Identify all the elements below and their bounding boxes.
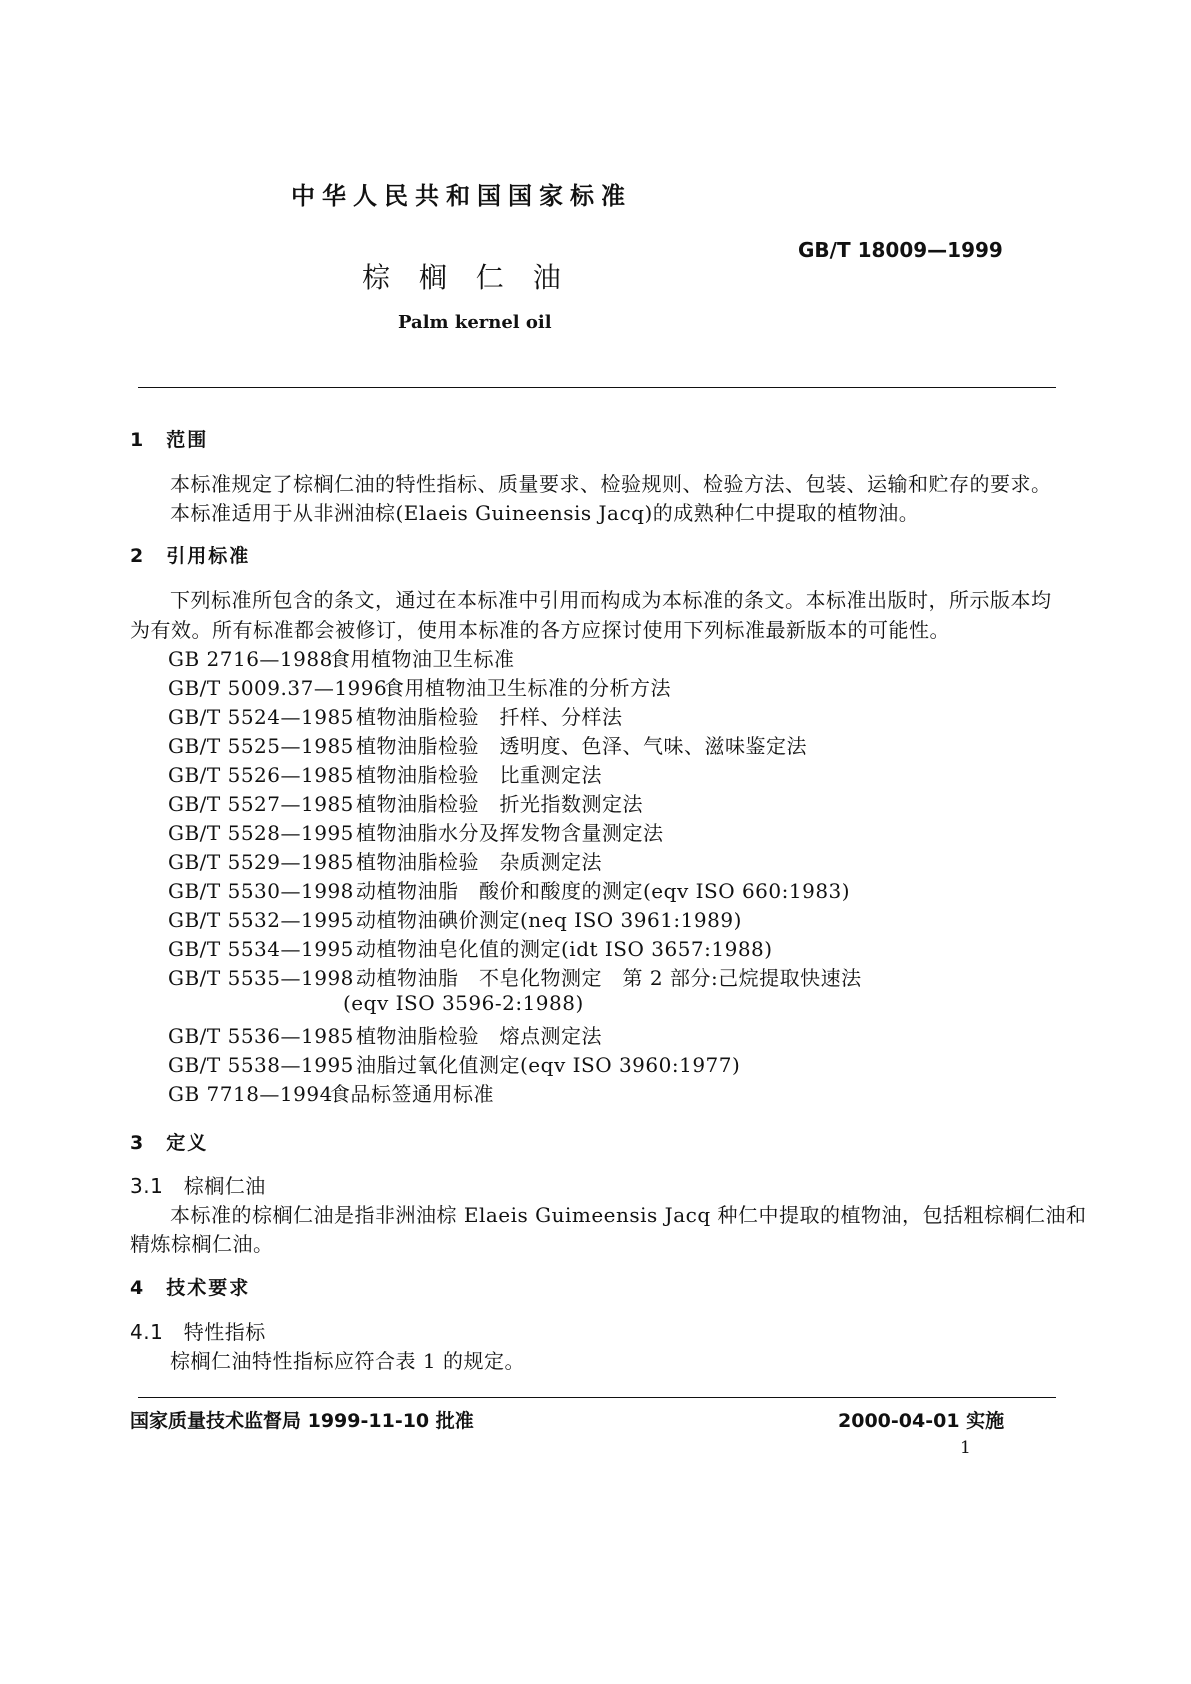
reference-item bbox=[168, 643, 515, 672]
implementation-date: 2000-04-01 实施 bbox=[838, 1410, 1005, 1432]
approval-note: 国家质量技术监督局 1999-11-10 批准 bbox=[130, 1410, 474, 1432]
section-1-heading: 1 范围 bbox=[130, 429, 209, 451]
section-1-paragraph-1: 本标准规定了棕榈仁油的特性指标、质量要求、检验规则、检验方法、包装、运输和贮存的要求。 bbox=[170, 472, 1052, 496]
reference-title-continuation: (eqv ISO 3596-2:1988) bbox=[343, 991, 584, 1015]
footer-divider bbox=[138, 1397, 1056, 1398]
reference-code: GB/T 5526—1985 bbox=[168, 763, 354, 787]
section-3-heading: 3 定义 bbox=[130, 1132, 209, 1154]
section-3-paragraph-line-1: 本标准的棕榈仁油是指非洲油棕 Elaeis Guimeensis Jacq 种仁中提取的植物油，包括粗棕榈仁油和 bbox=[170, 1203, 1087, 1227]
reference-code: GB/T 5532—1995 bbox=[168, 908, 354, 932]
reference-title: 植物油脂检验 透明度、色泽、气味、滋味鉴定法 bbox=[356, 734, 807, 758]
reference-code: GB 2716—1988 bbox=[168, 647, 333, 671]
reference-item bbox=[168, 933, 773, 962]
standard-code: GB/T 18009—1999 bbox=[798, 238, 1003, 262]
reference-item bbox=[168, 875, 850, 904]
reference-code: GB/T 5534—1995 bbox=[168, 937, 354, 961]
reference-code: GB/T 5530—1998 bbox=[168, 879, 354, 903]
reference-code: GB/T 5524—1985 bbox=[168, 705, 354, 729]
header-divider bbox=[138, 387, 1056, 388]
section-4-paragraph: 棕榈仁油特性指标应符合表 1 的规定。 bbox=[170, 1349, 525, 1373]
page-number: 1 bbox=[960, 1438, 971, 1458]
reference-code: GB/T 5536—1985 bbox=[168, 1024, 354, 1048]
reference-item bbox=[168, 701, 623, 730]
reference-code: GB 7718—1994 bbox=[168, 1082, 333, 1106]
reference-title: 植物油脂检验 杂质测定法 bbox=[356, 850, 602, 874]
reference-title: 动植物油皂化值的测定(idt ISO 3657:1988) bbox=[356, 937, 773, 961]
reference-title: 植物油脂检验 比重测定法 bbox=[356, 763, 602, 787]
document-title-cn: 棕 榈 仁 油 bbox=[362, 261, 571, 294]
reference-item bbox=[168, 1049, 740, 1078]
reference-title: 食用植物油卫生标准的分析方法 bbox=[384, 676, 671, 700]
reference-title: 油脂过氧化值测定(eqv ISO 3960:1977) bbox=[356, 1053, 741, 1077]
reference-item bbox=[168, 1020, 602, 1049]
section-3-paragraph-line-2: 精炼棕榈仁油。 bbox=[130, 1232, 274, 1256]
reference-item bbox=[168, 962, 862, 991]
section-1-paragraph-2: 本标准适用于从非洲油棕(Elaeis Guineensis Jacq)的成熟种仁中提取的植物油。 bbox=[170, 501, 920, 525]
reference-code: GB/T 5527—1985 bbox=[168, 792, 354, 816]
reference-title: 植物油脂检验 熔点测定法 bbox=[356, 1024, 602, 1048]
reference-item bbox=[168, 1078, 494, 1107]
reference-code: GB/T 5528—1995 bbox=[168, 821, 354, 845]
reference-title: 动植物油脂 不皂化物测定 第 2 部分:己烷提取快速法 bbox=[356, 966, 862, 990]
reference-code: GB/T 5538—1995 bbox=[168, 1053, 354, 1077]
reference-title: 动植物油碘价测定(neq ISO 3961:1989) bbox=[356, 908, 742, 932]
section-2-paragraph-line-2: 为有效。所有标准都会被修订，使用本标准的各方应探讨使用下列标准最新版本的可能性。 bbox=[130, 618, 950, 642]
reference-item bbox=[168, 846, 602, 875]
reference-title: 植物油脂水分及挥发物含量测定法 bbox=[356, 821, 664, 845]
section-3-1-heading: 3.1 棕榈仁油 bbox=[130, 1174, 266, 1198]
section-2-paragraph-line-1: 下列标准所包含的条文，通过在本标准中引用而构成为本标准的条文。本标准出版时，所示版本均 bbox=[170, 588, 1052, 612]
reference-item bbox=[168, 730, 807, 759]
section-2-heading: 2 引用标准 bbox=[130, 545, 251, 567]
section-4-heading: 4 技术要求 bbox=[130, 1277, 251, 1299]
reference-item bbox=[168, 817, 664, 846]
reference-item bbox=[168, 672, 671, 701]
reference-title: 食用植物油卫生标准 bbox=[330, 647, 515, 671]
reference-item bbox=[168, 759, 602, 788]
reference-code: GB/T 5529—1985 bbox=[168, 850, 354, 874]
reference-item bbox=[168, 788, 643, 817]
section-4-1-heading: 4.1 特性指标 bbox=[130, 1320, 266, 1344]
reference-title: 动植物油脂 酸价和酸度的测定(eqv ISO 660:1983) bbox=[356, 879, 851, 903]
reference-title: 食品标签通用标准 bbox=[330, 1082, 494, 1106]
reference-title: 植物油脂检验 折光指数测定法 bbox=[356, 792, 643, 816]
reference-title: 植物油脂检验 扦样、分样法 bbox=[356, 705, 623, 729]
document-title-en: Palm kernel oil bbox=[398, 312, 552, 333]
national-standard-title: 中华人民共和国国家标准 bbox=[291, 182, 632, 210]
reference-code: GB/T 5525—1985 bbox=[168, 734, 354, 758]
reference-item bbox=[168, 904, 742, 933]
reference-code: GB/T 5009.37—1996 bbox=[168, 676, 388, 700]
reference-code: GB/T 5535—1998 bbox=[168, 966, 354, 990]
